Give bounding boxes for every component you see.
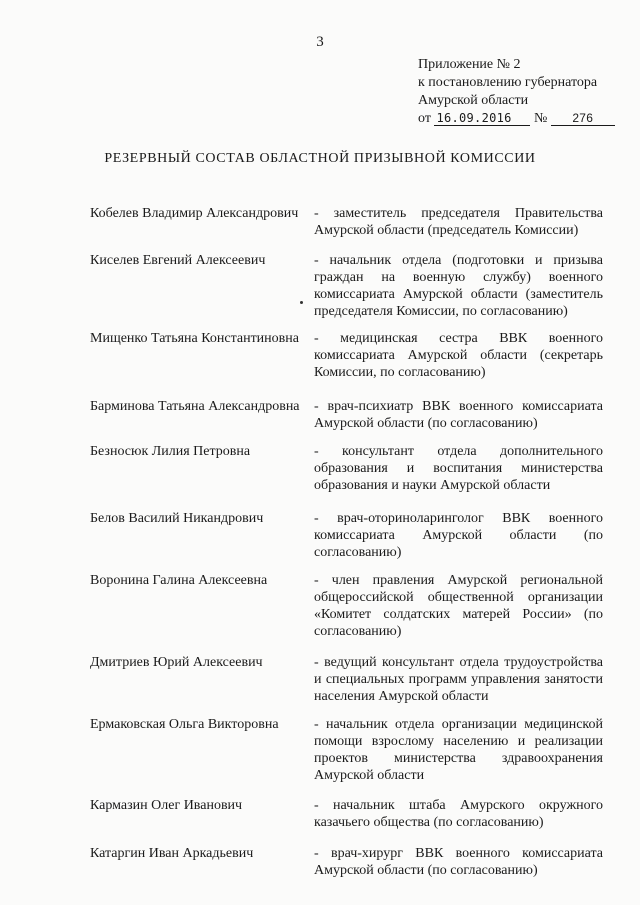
member-name: Киселев Евгений Алексеевич bbox=[90, 253, 266, 268]
member-role: - заместитель председателя Правительства Амурской области (председатель Комиссии) bbox=[314, 206, 603, 238]
number-prefix: № bbox=[533, 111, 548, 126]
member-role: - врач-хирург ВВК военного комиссариата Амурской области (по согласованию) bbox=[314, 846, 603, 878]
member-name: Кармазин Олег Иванович bbox=[90, 798, 243, 813]
member-role: - консультант отдела дополнительного образования и воспитания министерства образования и науки Амурской области bbox=[314, 444, 603, 493]
member-role: - медицинская сестра ВВК военного комиссариата Амурской области (секретарь Комиссии, по согласованию) bbox=[314, 331, 603, 380]
appendix-region: Амурской области bbox=[418, 93, 529, 108]
member-name: Катаргин Иван Аркадьевич bbox=[90, 846, 254, 861]
scan-artifact bbox=[300, 301, 303, 304]
appendix-decree-reference: к постановлению губернатора bbox=[418, 75, 598, 90]
member-name: Белов Василий Никандрович bbox=[90, 511, 264, 526]
member-role: - начальник штаба Амурского окружного казачьего общества (по согласованию) bbox=[314, 798, 603, 830]
member-role: - ведущий консультант отдела трудоустройства и специальных программ управления занятости населения Амурской области bbox=[314, 655, 603, 704]
member-role: - член правления Амурской региональной общероссийской общественной организации «Комитет солдатских матерей России» (по согласованию) bbox=[314, 573, 603, 639]
member-role: - начальник отдела (подготовки и призыва граждан на военную службу) военного комиссариата Амурской области (заместитель председателя Комиссии, по согласованию) bbox=[314, 253, 603, 319]
member-role: - врач-психиатр ВВК военного комиссариата Амурской области (по согласованию) bbox=[314, 399, 603, 431]
member-name: Ермаковская Ольга Викторовна bbox=[90, 717, 279, 732]
member-name: Барминова Татьяна Александровна bbox=[90, 399, 300, 414]
member-name: Кобелев Владимир Александрович bbox=[90, 206, 299, 221]
page-number: 3 bbox=[316, 34, 324, 50]
decree-date: 16.09.2016 bbox=[434, 111, 530, 126]
member-name: Мищенко Татьяна Константиновна bbox=[90, 331, 299, 346]
member-name: Воронина Галина Алексеевна bbox=[90, 573, 268, 588]
document-title: РЕЗЕРВНЫЙ СОСТАВ ОБЛАСТНОЙ ПРИЗЫВНОЙ КОМИССИИ bbox=[104, 151, 536, 166]
member-name: Дмитриев Юрий Алексеевич bbox=[90, 655, 263, 670]
appendix-number: Приложение № 2 bbox=[418, 57, 521, 72]
decree-number: 276 bbox=[551, 111, 615, 126]
date-prefix: от bbox=[418, 111, 431, 126]
member-role: - врач-оториноларинголог ВВК военного комиссариата Амурской области (по согласованию) bbox=[314, 511, 603, 560]
member-name: Безносюк Лилия Петровна bbox=[90, 444, 251, 459]
member-role: - начальник отдела организации медицинской помощи взрослому населению и реализации проектов министерства здравоохранения Амурской области bbox=[314, 717, 603, 783]
